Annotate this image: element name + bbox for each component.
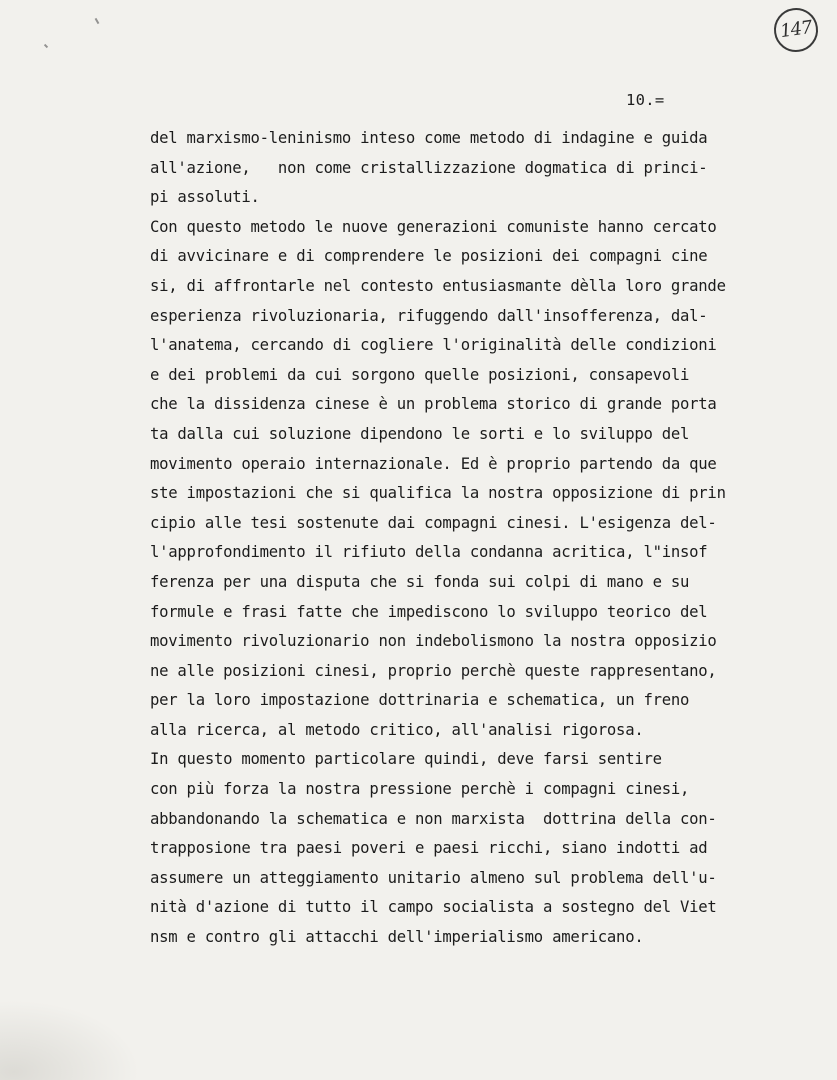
text-line: che la dissidenza cinese è un problema storico di grande porta: [150, 395, 717, 414]
text-line: ne alle posizioni cinesi, proprio perchè queste rappresentano,: [150, 661, 717, 680]
text-line: pi assoluti.: [150, 188, 260, 207]
text-line: movimento rivoluzionario non indebolismono la nostra opposizio: [150, 632, 717, 651]
text-line: l'anatema, cercando di cogliere l'originalità delle condizioni: [150, 336, 717, 355]
typed-body-text: [150, 124, 830, 953]
text-line: ste impostazioni che si qualifica la nostra opposizione di prin: [150, 484, 726, 503]
text-line: nsm e contro gli attacchi dell'imperialismo americano.: [150, 928, 644, 947]
text-line: alla ricerca, al metodo critico, all'analisi rigorosa.: [150, 720, 644, 739]
text-line: e dei problemi da cui sorgono quelle posizioni, consapevoli: [150, 365, 690, 384]
text-line: l'approfondimento il rifiuto della condanna acritica, l"insof: [150, 543, 708, 562]
text-line: cipio alle tesi sostenute dai compagni cinesi. L'esigenza del-: [150, 513, 717, 532]
text-line: trapposione tra paesi poveri e paesi ricchi, siano indotti ad: [150, 839, 708, 858]
stray-ink-mark: [95, 18, 100, 24]
text-line: abbandonando la schematica e non marxista dottrina della con-: [150, 809, 717, 828]
text-line: assumere un atteggiamento unitario almeno sul problema dell'u-: [150, 868, 717, 887]
text-line: nità d'azione di tutto il campo socialista a sostegno del Viet: [150, 898, 717, 917]
text-line: esperienza rivoluzionaria, rifuggendo dall'insofferenza, dal-: [150, 306, 708, 325]
text-line: di avvicinare e di comprendere le posizioni dei compagni cine: [150, 247, 708, 266]
text-line: si, di affrontarle nel contesto entusiasmante dèlla loro grande: [150, 276, 726, 295]
text-line: per la loro impostazione dottrinaria e schematica, un freno: [150, 691, 690, 710]
paper-smudge: [0, 1000, 140, 1080]
text-line: ferenza per una disputa che si fonda sui colpi di mano e su: [150, 572, 690, 591]
text-line: con più forza la nostra pressione perchè i compagni cinesi,: [150, 780, 690, 799]
handwritten-folio-number: 147: [771, 5, 821, 55]
text-line: ta dalla cui soluzione dipendono le sorti e lo sviluppo del: [150, 424, 690, 443]
text-line: formule e frasi fatte che impediscono lo sviluppo teorico del: [150, 602, 708, 621]
stray-ink-mark: [44, 44, 48, 48]
text-line: all'azione, non come cristallizzazione dogmatica di princi-: [150, 158, 708, 177]
text-line: Con questo metodo le nuove generazioni comuniste hanno cercato: [150, 217, 717, 236]
page-number: 10.=: [626, 91, 665, 109]
text-line: movimento operaio internazionale. Ed è proprio partendo da que: [150, 454, 717, 473]
text-line: del marxismo-leninismo inteso come metodo di indagine e guida: [150, 129, 708, 147]
text-line: In questo momento particolare quindi, deve farsi sentire: [150, 750, 662, 769]
